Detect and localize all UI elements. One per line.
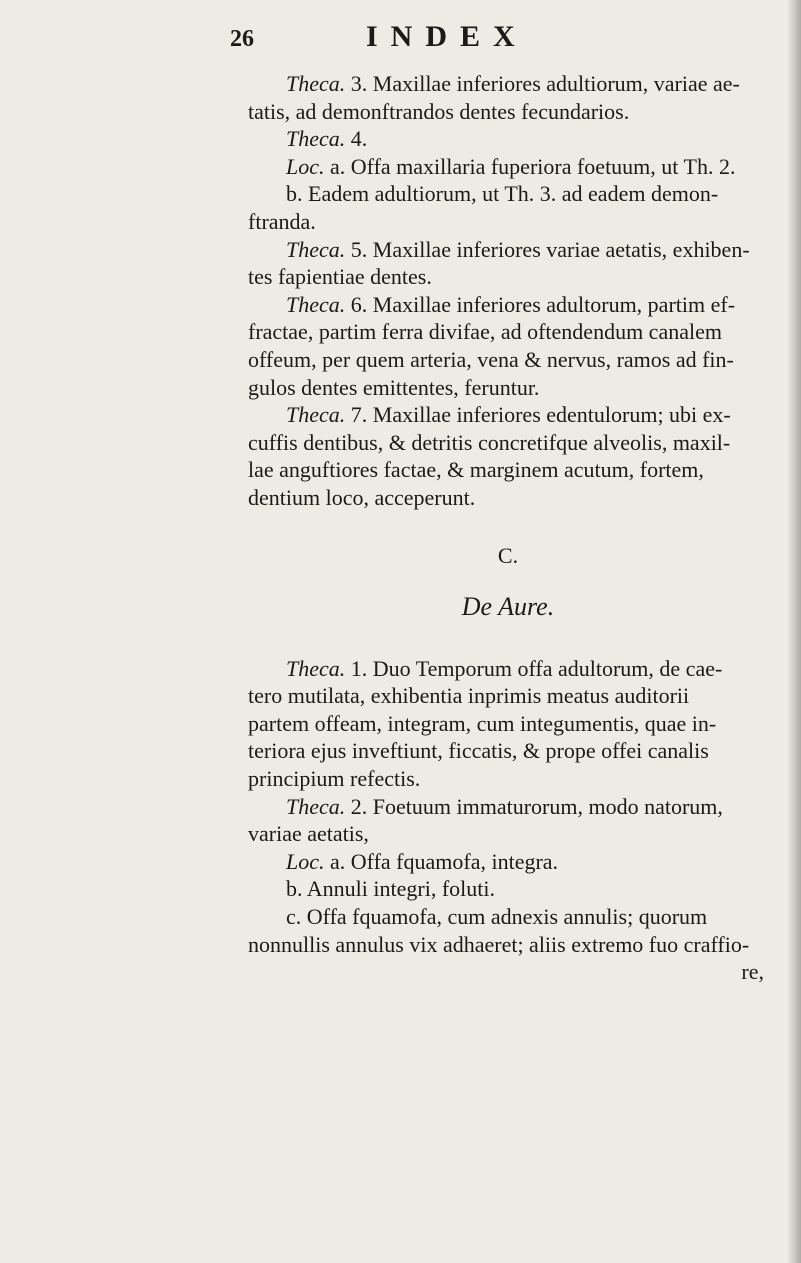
entry-label: Theca.	[286, 126, 346, 152]
entry-label: Theca.	[286, 402, 346, 428]
entry-continuation-line: tatis, ad demonftrandos dentes fecundarios.	[248, 98, 630, 124]
entry-label: Theca.	[286, 71, 346, 96]
entry-first-line: Loc. a. Offa maxillaria fuperiora foetuum, ut Th. 2.	[286, 153, 736, 179]
entry-first-line: Theca. 1. Duo Temporum offa adultorum, de cae-	[286, 655, 723, 681]
running-head: INDEX	[366, 20, 528, 53]
catchword: re,	[741, 959, 764, 985]
entry-label: Loc.	[286, 848, 325, 874]
entry-label: Theca.	[286, 236, 346, 262]
entry-continuation-line: teriora ejus inveftiunt, ficcatis, & prope offei canalis	[248, 738, 709, 764]
page-edge-shadow	[787, 0, 801, 1263]
entry-continuation-line: ftranda.	[248, 208, 316, 234]
entry-first-line: Theca. 5. Maxillae inferiores variae aetatis, exhiben-	[286, 236, 750, 262]
entry-continuation-line: variae aetatis,	[248, 821, 369, 847]
section-c-entries	[248, 655, 768, 959]
entry-first-line: b. Eadem adultiorum, ut Th. 3. ad eadem demon-	[286, 181, 719, 207]
entry-label: Theca.	[286, 291, 346, 317]
entry-first-line: Theca. 6. Maxillae inferiores adultorum, partim ef-	[286, 291, 736, 317]
section-letter: C.	[497, 542, 519, 568]
entry-first-line: Loc. a. Offa fquamofa, integra.	[286, 848, 559, 874]
section-b-entries	[248, 70, 768, 512]
entry-continuation-line: nonnullis annulus vix adhaeret; aliis extremo fuo craffio-	[248, 931, 750, 957]
section-title: De Aure.	[461, 592, 555, 622]
entry-first-line: Theca. 3. Maxillae inferiores adultiorum, variae ae-	[286, 71, 740, 96]
page-number: 26	[230, 26, 254, 52]
entry-first-line: c. Offa fquamofa, cum adnexis annulis; quorum	[286, 904, 708, 930]
entry-continuation-line: tes fapientiae dentes.	[248, 264, 432, 290]
entry-label: Loc.	[286, 153, 325, 179]
page-header	[0, 20, 801, 60]
entry-continuation-line: tero mutilata, exhibentia inprimis meatus auditorii	[248, 683, 690, 709]
entry-label: Theca.	[286, 655, 346, 681]
entry-first-line: Theca. 2. Foetuum immaturorum, modo natorum,	[286, 793, 723, 819]
entry-continuation-line: partem offeam, integram, cum integumentis, quae in-	[248, 710, 717, 736]
entry-first-line: b. Annuli integri, foluti.	[286, 876, 495, 902]
entry-continuation-line: fractae, partim ferra divifae, ad oftendendum canalem	[248, 319, 722, 345]
entry-first-line: Theca. 7. Maxillae inferiores edentulorum; ubi ex-	[286, 402, 731, 428]
entry-continuation-line: offeum, per quem arteria, vena & nervus, ramos ad fin-	[248, 346, 734, 372]
entry-first-line: Theca. 4.	[286, 126, 368, 152]
entry-label: Theca.	[286, 793, 346, 819]
entry-continuation-line: lae anguftiores factae, & marginem acutum, fortem,	[248, 457, 704, 483]
entry-continuation-line: gulos dentes emittentes, feruntur.	[248, 374, 540, 400]
page-body	[248, 70, 768, 986]
entry-continuation-line: cuffis dentibus, & detritis concretifque alveolis, maxil-	[248, 429, 731, 455]
entry-continuation-line: dentium loco, acceperunt.	[248, 484, 476, 510]
entry-continuation-line: principium refectis.	[248, 766, 421, 792]
